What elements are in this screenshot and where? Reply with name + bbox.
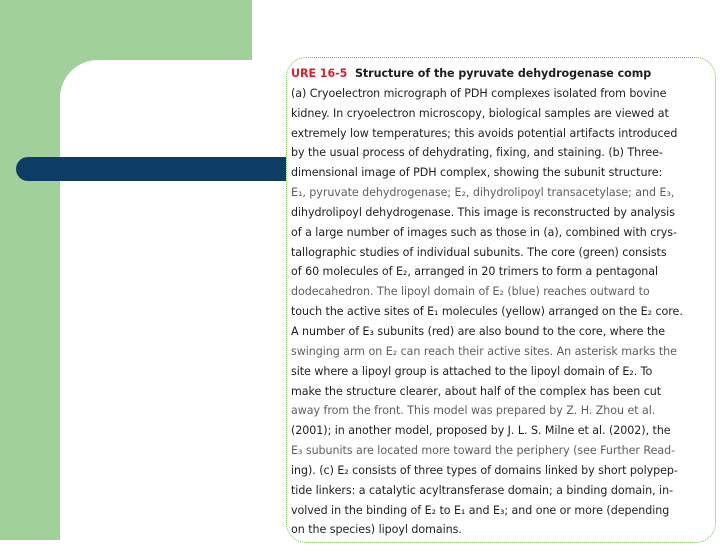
figure-caption-frame [286,57,716,543]
caption-line: of 60 molecules of E₂, arranged in 20 trimers to form a pentagonal [291,265,659,279]
caption-line: site where a lipoyl group is attached to the lipoyl domain of E₂. To [291,364,653,378]
figure-label: URE 16-5 [291,67,348,80]
caption-line: touch the active sites of E₁ molecules (yellow) arranged on the E₂ core. [291,305,683,319]
caption-heading [291,64,709,84]
caption-line: dimensional image of PDH complex, showing the subunit structure: [291,166,663,180]
caption-line: away from the front. This model was prepared by Z. H. Zhou et al. [291,404,656,418]
caption-line: swinging arm on E₂ can reach their active sites. An asterisk marks the [291,344,677,358]
caption-line: of a large number of images such as those in (a), combined with crys- [291,225,677,239]
caption-line: on the species) lipoyl domains. [291,523,462,537]
caption-line: E₃ subunits are located more toward the periphery (see Further Read- [291,444,676,458]
caption-line: by the usual process of dehydrating, fixing, and staining. (b) Three- [291,146,663,160]
caption-line: A number of E₃ subunits (red) are also bound to the core, where the [291,324,665,338]
caption-line: extremely low temperatures; this avoids potential artifacts introduced [291,126,678,140]
caption-line: kidney. In cryoelectron microscopy, biological samples are viewed at [291,106,669,120]
caption-line: volved in the binding of E₂ to E₁ and E₃; and one or more (depending [291,503,670,517]
caption-line: dodecahedron. The lipoyl domain of E₂ (blue) reaches outward to [291,285,650,299]
figure-title: Structure of the pyruvate dehydrogenase comp [354,67,652,80]
caption-line: E₁, pyruvate dehydrogenase; E₂, dihydrolipoyl transacetylase; and E₃, [291,186,675,200]
caption-line: (a) Cryoelectron micrograph of PDH complexes isolated from bovine [291,86,667,100]
caption-line: dihydrolipoyl dehydrogenase. This image is reconstructed by analysis [291,205,675,219]
accent-bar [16,157,300,181]
caption-line: make the structure clearer, about half of the complex has been cut [291,384,662,398]
caption-line: tallographic studies of individual subunits. The core (green) consists [291,245,667,259]
caption-line: ing). (c) E₂ consists of three types of domains linked by short polypep- [291,463,678,477]
caption-line: (2001); in another model, proposed by J. L. S. Milne et al. (2002), the [291,424,671,438]
figure-caption [291,64,709,540]
caption-line: tide linkers: a catalytic acyltransferase domain; a binding domain, in- [291,483,674,497]
